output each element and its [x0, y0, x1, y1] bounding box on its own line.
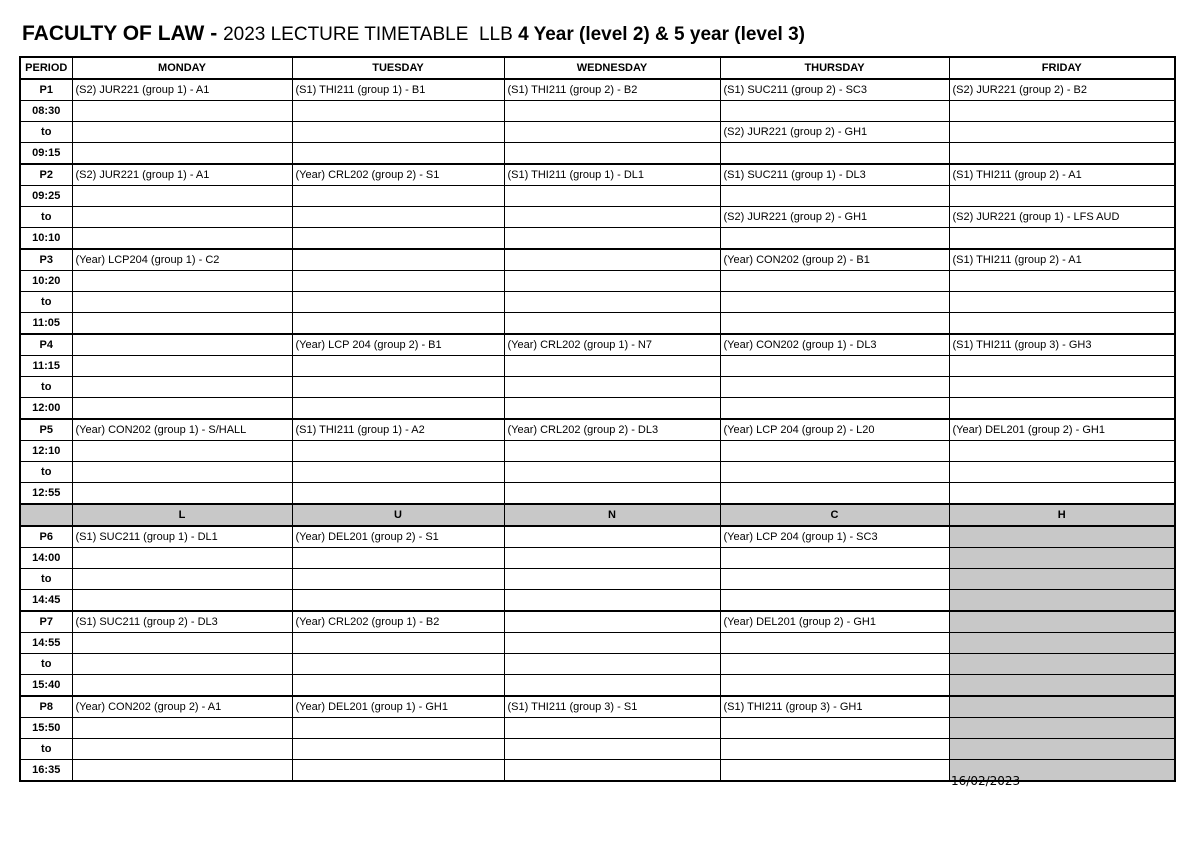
- timetable-cell: (S1) THI211 (group 1) - A2: [292, 419, 504, 441]
- period-label: to: [20, 377, 72, 398]
- timetable-cell: (S1) SUC211 (group 1) - DL1: [72, 526, 292, 548]
- timetable-cell: [949, 313, 1175, 335]
- timetable-cell: [72, 590, 292, 612]
- timetable-cell: [720, 675, 949, 697]
- timetable-cell: [292, 101, 504, 122]
- timetable-cell: (S1) SUC211 (group 1) - DL3: [720, 164, 949, 186]
- timetable-cell: [292, 122, 504, 143]
- timetable-cell: [949, 611, 1175, 633]
- timetable-cell: (Year) CRL202 (group 1) - N7: [504, 334, 720, 356]
- period-label: 14:55: [20, 633, 72, 654]
- table-row: [20, 334, 1175, 356]
- timetable-cell: [72, 228, 292, 250]
- timetable-cell: [292, 398, 504, 420]
- timetable-cell: [72, 718, 292, 739]
- timetable-cell: [949, 143, 1175, 165]
- timetable-cell: [72, 377, 292, 398]
- timetable-cell: (Year) DEL201 (group 2) - GH1: [949, 419, 1175, 441]
- timetable-cell: [72, 143, 292, 165]
- timetable-cell: [720, 313, 949, 335]
- timetable-cell: (Year) DEL201 (group 2) - S1: [292, 526, 504, 548]
- period-label: 11:05: [20, 313, 72, 335]
- timetable-cell: [292, 718, 504, 739]
- timetable-cell: [504, 398, 720, 420]
- timetable-cell: [949, 718, 1175, 739]
- table-row: [20, 483, 1175, 505]
- timetable-cell: [720, 186, 949, 207]
- timetable-cell: [720, 101, 949, 122]
- period-label: to: [20, 122, 72, 143]
- title-timetable: 2023 LECTURE TIMETABLE: [223, 24, 469, 45]
- period-label: to: [20, 569, 72, 590]
- table-row: [20, 419, 1175, 441]
- period-label: 15:50: [20, 718, 72, 739]
- timetable-cell: [504, 101, 720, 122]
- period-label: to: [20, 462, 72, 483]
- timetable-cell: [949, 526, 1175, 548]
- timetable-cell: (Year) LCP 204 (group 2) - L20: [720, 419, 949, 441]
- timetable-cell: [292, 441, 504, 462]
- table-row: [20, 207, 1175, 228]
- timetable-cell: [292, 483, 504, 505]
- title-faculty: FACULTY OF LAW: [22, 22, 205, 45]
- timetable-cell: [949, 228, 1175, 250]
- timetable-cell: (S1) THI211 (group 3) - S1: [504, 696, 720, 718]
- timetable-cell: (S1) THI211 (group 2) - A1: [949, 164, 1175, 186]
- lunch-row: [20, 504, 1175, 526]
- table-row: [20, 164, 1175, 186]
- page-title: [22, 22, 805, 46]
- timetable-cell: [949, 441, 1175, 462]
- timetable-cell: (Year) DEL201 (group 2) - GH1: [720, 611, 949, 633]
- timetable-cell: [72, 334, 292, 356]
- lunch-blank-cell: [20, 504, 72, 526]
- table-row: [20, 313, 1175, 335]
- period-label: P7: [20, 611, 72, 633]
- timetable-body: [20, 79, 1175, 781]
- timetable-cell: [504, 590, 720, 612]
- timetable-cell: [949, 271, 1175, 292]
- lunch-letter: L: [72, 504, 292, 526]
- timetable-cell: (Year) CRL202 (group 1) - B2: [292, 611, 504, 633]
- timetable-cell: [504, 548, 720, 569]
- title-llb-prefix: LLB: [468, 24, 519, 45]
- timetable-cell: (S2) JUR221 (group 2) - B2: [949, 79, 1175, 101]
- timetable-cell: [504, 271, 720, 292]
- timetable-cell: (S1) SUC211 (group 2) - DL3: [72, 611, 292, 633]
- timetable-cell: [720, 398, 949, 420]
- timetable-cell: [292, 654, 504, 675]
- timetable-cell: [949, 548, 1175, 569]
- timetable-cell: [504, 739, 720, 760]
- timetable-cell: [720, 441, 949, 462]
- timetable-cell: [720, 718, 949, 739]
- timetable-cell: [72, 483, 292, 505]
- table-row: [20, 718, 1175, 739]
- timetable-cell: [504, 356, 720, 377]
- timetable-cell: (Year) CON202 (group 2) - A1: [72, 696, 292, 718]
- timetable-cell: [949, 462, 1175, 483]
- timetable-cell: (S1) THI211 (group 1) - DL1: [504, 164, 720, 186]
- timetable-cell: [949, 654, 1175, 675]
- timetable-cell: (Year) CRL202 (group 2) - S1: [292, 164, 504, 186]
- timetable-cell: [72, 271, 292, 292]
- timetable-cell: (S1) THI211 (group 2) - A1: [949, 249, 1175, 271]
- timetable-cell: [949, 356, 1175, 377]
- timetable-cell: [72, 122, 292, 143]
- period-label: P2: [20, 164, 72, 186]
- timetable-cell: [292, 186, 504, 207]
- timetable-cell: [72, 398, 292, 420]
- timetable-cell: [949, 122, 1175, 143]
- timetable-cell: (S1) SUC211 (group 2) - SC3: [720, 79, 949, 101]
- timetable-cell: [949, 483, 1175, 505]
- table-row: [20, 377, 1175, 398]
- timetable-cell: (S1) THI211 (group 3) - GH3: [949, 334, 1175, 356]
- table-row: [20, 186, 1175, 207]
- timetable-cell: [504, 526, 720, 548]
- timetable-cell: (S2) JUR221 (group 2) - GH1: [720, 207, 949, 228]
- timetable-cell: [720, 760, 949, 782]
- timetable-cell: [504, 654, 720, 675]
- period-label: to: [20, 739, 72, 760]
- timetable-cell: (S1) THI211 (group 3) - GH1: [720, 696, 949, 718]
- timetable-cell: [504, 249, 720, 271]
- timetable-cell: [949, 398, 1175, 420]
- header-thursday: THURSDAY: [720, 57, 949, 79]
- timetable-cell: [949, 633, 1175, 654]
- table-row: [20, 143, 1175, 165]
- timetable-cell: [72, 548, 292, 569]
- timetable-cell: [720, 654, 949, 675]
- table-row: [20, 249, 1175, 271]
- timetable-cell: (Year) DEL201 (group 1) - GH1: [292, 696, 504, 718]
- timetable-cell: [72, 441, 292, 462]
- period-label: 10:20: [20, 271, 72, 292]
- timetable-cell: [292, 313, 504, 335]
- timetable-cell: [949, 186, 1175, 207]
- print-date: 16/02/2023: [951, 774, 1021, 788]
- timetable-cell: [292, 590, 504, 612]
- title-levels: 4 Year (level 2) & 5 year (level 3): [518, 24, 806, 45]
- period-label: P3: [20, 249, 72, 271]
- period-label: 11:15: [20, 356, 72, 377]
- timetable-cell: [292, 143, 504, 165]
- timetable-cell: [720, 377, 949, 398]
- period-label: P5: [20, 419, 72, 441]
- timetable-cell: [292, 569, 504, 590]
- timetable-cell: (S2) JUR221 (group 2) - GH1: [720, 122, 949, 143]
- timetable-cell: [949, 739, 1175, 760]
- table-row: [20, 590, 1175, 612]
- period-label: P1: [20, 79, 72, 101]
- timetable-cell: [292, 739, 504, 760]
- table-row: [20, 548, 1175, 569]
- timetable-cell: [720, 483, 949, 505]
- table-row: [20, 398, 1175, 420]
- period-label: 08:30: [20, 101, 72, 122]
- timetable-cell: [72, 462, 292, 483]
- timetable-cell: [949, 590, 1175, 612]
- timetable-cell: [292, 633, 504, 654]
- period-label: 09:15: [20, 143, 72, 165]
- table-row: [20, 101, 1175, 122]
- timetable-cell: [292, 207, 504, 228]
- timetable-cell: [292, 377, 504, 398]
- timetable-cell: [504, 633, 720, 654]
- period-label: 15:40: [20, 675, 72, 697]
- table-row: [20, 462, 1175, 483]
- table-row: [20, 228, 1175, 250]
- timetable-cell: [504, 207, 720, 228]
- timetable-cell: [504, 228, 720, 250]
- timetable-cell: [292, 228, 504, 250]
- timetable-cell: [292, 292, 504, 313]
- timetable-cell: [720, 143, 949, 165]
- table-row: [20, 739, 1175, 760]
- timetable-cell: [72, 356, 292, 377]
- timetable-cell: [720, 292, 949, 313]
- timetable-cell: [504, 186, 720, 207]
- timetable-cell: [72, 739, 292, 760]
- timetable-cell: [720, 590, 949, 612]
- table-row: [20, 79, 1175, 101]
- timetable: [19, 56, 1176, 782]
- table-row: [20, 696, 1175, 718]
- timetable-cell: [504, 483, 720, 505]
- timetable-cell: [72, 654, 292, 675]
- timetable-cell: (Year) LCP 204 (group 2) - B1: [292, 334, 504, 356]
- period-label: 16:35: [20, 760, 72, 782]
- period-label: to: [20, 207, 72, 228]
- header-wednesday: WEDNESDAY: [504, 57, 720, 79]
- header-tuesday: TUESDAY: [292, 57, 504, 79]
- table-row: [20, 356, 1175, 377]
- table-row: [20, 271, 1175, 292]
- period-label: 12:10: [20, 441, 72, 462]
- timetable-cell: [292, 249, 504, 271]
- period-label: 14:45: [20, 590, 72, 612]
- timetable-cell: [504, 441, 720, 462]
- timetable-cell: [504, 313, 720, 335]
- timetable-cell: [720, 462, 949, 483]
- timetable-cell: [292, 760, 504, 782]
- timetable-cell: [292, 356, 504, 377]
- timetable-cell: (Year) CON202 (group 2) - B1: [720, 249, 949, 271]
- timetable-cell: [720, 548, 949, 569]
- timetable-cell: [72, 292, 292, 313]
- header-row: [20, 57, 1175, 79]
- table-row: [20, 569, 1175, 590]
- header-friday: FRIDAY: [949, 57, 1175, 79]
- header-monday: MONDAY: [72, 57, 292, 79]
- timetable-cell: (S2) JUR221 (group 1) - LFS AUD: [949, 207, 1175, 228]
- timetable-cell: (Year) LCP204 (group 1) - C2: [72, 249, 292, 271]
- timetable-cell: (Year) CRL202 (group 2) - DL3: [504, 419, 720, 441]
- table-row: [20, 526, 1175, 548]
- timetable-cell: [949, 292, 1175, 313]
- table-row: [20, 292, 1175, 313]
- lunch-letter: H: [949, 504, 1175, 526]
- timetable-cell: [720, 356, 949, 377]
- timetable-cell: [504, 718, 720, 739]
- timetable-cell: [504, 760, 720, 782]
- timetable-cell: (S2) JUR221 (group 1) - A1: [72, 79, 292, 101]
- header-period: PERIOD: [20, 57, 72, 79]
- timetable-cell: [949, 101, 1175, 122]
- timetable-cell: [504, 377, 720, 398]
- lunch-letter: C: [720, 504, 949, 526]
- lunch-letter: N: [504, 504, 720, 526]
- timetable-cell: (Year) CON202 (group 1) - DL3: [720, 334, 949, 356]
- timetable-cell: [720, 633, 949, 654]
- timetable-cell: [504, 143, 720, 165]
- timetable-cell: [504, 611, 720, 633]
- timetable-cell: [949, 569, 1175, 590]
- title-dash: -: [204, 22, 224, 45]
- timetable-cell: [72, 633, 292, 654]
- timetable-cell: [72, 313, 292, 335]
- timetable-cell: [504, 569, 720, 590]
- timetable-cell: [949, 675, 1175, 697]
- timetable-cell: (S1) THI211 (group 2) - B2: [504, 79, 720, 101]
- table-row: [20, 654, 1175, 675]
- timetable-cell: (Year) LCP 204 (group 1) - SC3: [720, 526, 949, 548]
- timetable-cell: (Year) CON202 (group 1) - S/HALL: [72, 419, 292, 441]
- timetable-cell: [72, 101, 292, 122]
- timetable-cell: [72, 760, 292, 782]
- timetable-cell: [504, 675, 720, 697]
- timetable-cell: [720, 271, 949, 292]
- timetable-cell: (S2) JUR221 (group 1) - A1: [72, 164, 292, 186]
- timetable-cell: [504, 292, 720, 313]
- period-label: P8: [20, 696, 72, 718]
- table-row: [20, 122, 1175, 143]
- period-label: P4: [20, 334, 72, 356]
- table-row: [20, 441, 1175, 462]
- period-label: to: [20, 654, 72, 675]
- timetable-cell: [72, 207, 292, 228]
- table-row: [20, 611, 1175, 633]
- period-label: 12:55: [20, 483, 72, 505]
- timetable-cell: [720, 739, 949, 760]
- timetable-cell: [504, 462, 720, 483]
- period-label: to: [20, 292, 72, 313]
- period-label: P6: [20, 526, 72, 548]
- timetable-cell: [504, 122, 720, 143]
- timetable-cell: (S1) THI211 (group 1) - B1: [292, 79, 504, 101]
- timetable-cell: [72, 569, 292, 590]
- timetable-cell: [949, 377, 1175, 398]
- lunch-letter: U: [292, 504, 504, 526]
- timetable-cell: [720, 228, 949, 250]
- period-label: 10:10: [20, 228, 72, 250]
- period-label: 14:00: [20, 548, 72, 569]
- period-label: 09:25: [20, 186, 72, 207]
- timetable-cell: [72, 186, 292, 207]
- timetable-cell: [720, 569, 949, 590]
- timetable-cell: [72, 675, 292, 697]
- timetable-cell: [292, 271, 504, 292]
- timetable-cell: [292, 462, 504, 483]
- timetable-cell: [292, 548, 504, 569]
- period-label: 12:00: [20, 398, 72, 420]
- timetable-cell: [292, 675, 504, 697]
- table-row: [20, 675, 1175, 697]
- timetable-cell: [949, 696, 1175, 718]
- table-row: [20, 633, 1175, 654]
